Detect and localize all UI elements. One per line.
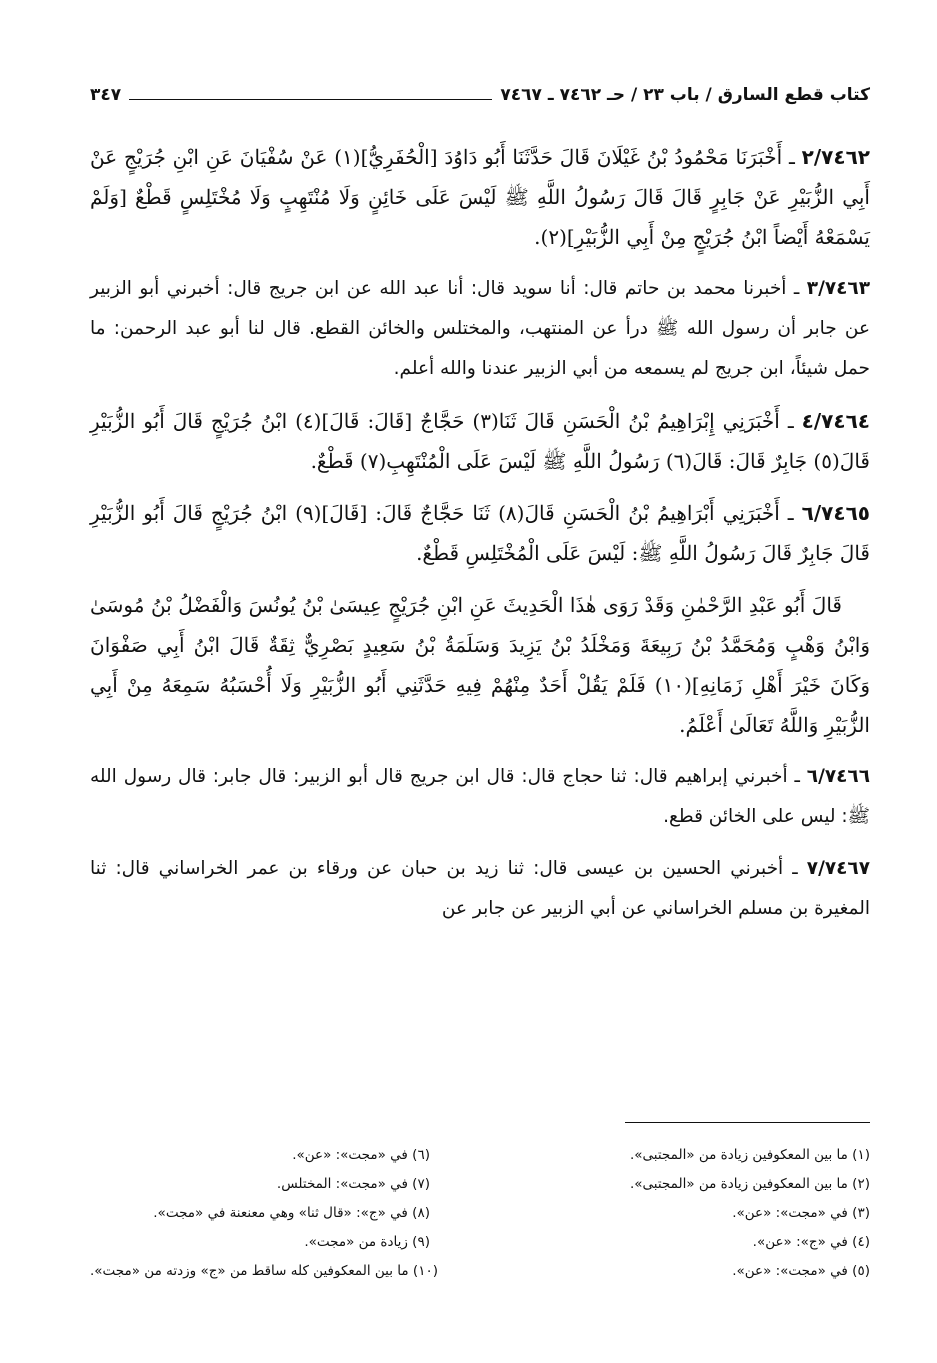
footnote-row	[90, 1140, 870, 1169]
commentary-text: قَالَ أَبُو عَبْدِ الرَّحْمٰنِ وَقَدْ رَوَى هٰذَا الْحَدِيثَ عَنِ ابْنِ جُرَيْجٍ عِيسَىٰ بْنُ يُونُسَ وَالْفَضْلُ بْنُ مُوسَىٰ وَابْنُ وَهْبٍ وَمُحَمَّدُ بْنُ رَبِيعَةَ وَمَخْلَدُ بْنُ يَزِيدَ وَسَلَمَةُ بْنُ سَعِيدٍ بَصْرِيٌّ ثِقَةٌ قَالَ ابْنُ أَبِي صَفْوَانَ وَكَانَ خَيْرَ أَهْلِ زَمَانِهِ](١٠) فَلَمْ يَقُلْ أَحَدٌ مِنْهُمْ فِيهِ حَدَّثَنِي أَبُو الزُّبَيْرِ وَلَا أُحْسَبُهُ سَمِعَهُ مِنْ أَبِي الزُّبَيْرِ وَاللَّهُ تَعَالَىٰ أَعْلَمُ.	[90, 593, 871, 737]
footnote: (١) ما بين المعكوفين زيادة من «المجتبى».	[629, 1146, 870, 1163]
commentary-paragraph	[90, 585, 870, 745]
hadith-number: ٤/٧٤٦٤	[801, 409, 871, 433]
hadith-text: ـ أخبرني إبراهيم قال: ثنا حجاج قال: قال ابن جريج قال أبو الزبير: قال جابر: قال رسول الله ﷺ: ليس على الخائن قطع.	[90, 766, 870, 827]
body-text	[90, 137, 870, 929]
footnote-row	[90, 1169, 870, 1198]
footnote: (٣) في «مجت»: «عن».	[732, 1204, 870, 1221]
footnote: (٧) في «مجت»: المختلس.	[276, 1175, 430, 1192]
hadith-7467	[90, 849, 870, 929]
hadith-7462	[90, 137, 870, 257]
hadith-7464	[90, 401, 870, 481]
hadith-number: ٣/٧٤٦٣	[806, 278, 870, 299]
hadith-text: ـ أخبرنا محمد بن حاتم قال: أنا سويد قال: أنا عبد الله عن ابن جريج قال: أخبرني أبو الزبير عن جابر أن رسول الله ﷺ درأ عن المنتهب، والمختلس والخائن القطع. قال لنا أبو عبد الرحمن: ما حمل شيئاً، ابن جريج لم يسمعه من أبي الزبير عندنا والله أعلم.	[90, 278, 870, 379]
footnotes	[90, 1140, 870, 1285]
header-rule	[129, 87, 492, 100]
page-number: ٣٤٧	[90, 85, 122, 105]
footnote: (١٠) ما بين المعكوفين كله ساقط من «ج» وزدته من «مجت».	[90, 1262, 438, 1279]
footnote: (٩) زيادة من «مجت».	[304, 1233, 430, 1250]
hadith-number: ٢/٧٤٦٢	[801, 145, 870, 169]
footnote: (٨) في «ج»: «قال ثنا» وهي معنعنة في «مجت».	[153, 1204, 430, 1221]
footnote: (٤) في «ج»: «عن».	[752, 1233, 870, 1250]
hadith-number: ٧/٧٤٦٧	[806, 858, 870, 879]
hadith-7463	[90, 269, 870, 389]
hadith-text: ـ أخبرني الحسين بن عيسى قال: ثنا زيد بن حبان عن ورقاء بن عمر الخراساني قال: ثنا المغيرة بن مسلم الخراساني عن أبي الزبير عن جابر عن	[90, 858, 870, 919]
hadith-7465	[90, 493, 870, 573]
footnote: (٢) ما بين المعكوفين زيادة من «المجتبى».	[629, 1175, 870, 1192]
running-header	[90, 85, 870, 115]
footnote: (٥) في «مجت»: «عن».	[732, 1262, 870, 1279]
footnote: (٦) في «مجت»: «عن».	[292, 1146, 430, 1163]
header-title: كتاب قطع السارق / باب ٢٣ / حـ ٧٤٦٢ ـ ٧٤٦٧	[500, 85, 870, 105]
footnote-row	[90, 1227, 870, 1256]
hadith-text: ـ أَخْبَرَنِي إِبْرَاهِيمُ بْنُ الْحَسَنِ قَالَ ثَنَا(٣) حَجَّاجٌ [قَالَ: قَالَ](٤) ابْنُ جُرَيْجٍ قَالَ أَبُو الزُّبَيْرِ قَالَ(٥) جَابِرٌ قَالَ: قَالَ(٦) رَسُولُ اللَّهِ ﷺ لَيْسَ عَلَى الْمُنْتَهِبِ(٧) قَطْعٌ.	[90, 409, 870, 473]
footnote-row	[90, 1256, 870, 1285]
footnote-divider	[625, 1122, 870, 1123]
hadith-number: ٦/٧٤٦٥	[801, 501, 870, 525]
hadith-number: ٦/٧٤٦٦	[806, 766, 870, 787]
hadith-text: ـ أَخْبَرَنِي أَبْرَاهِيمُ بْنُ الْحَسَنِ قَالَ(٨) ثَنَا حَجَّاجٌ قَالَ: [قَالَ](٩) ابْنُ جُرَيْجٍ قَالَ أَبُو الزُّبَيْرِ قَالَ جَابِرٌ قَالَ رَسُولُ اللَّهِ ﷺ: لَيْسَ عَلَى الْمُخْتَلِسِ قَطْعٌ.	[90, 501, 870, 565]
hadith-7466	[90, 757, 870, 837]
book-page	[90, 85, 870, 1335]
hadith-text: ـ أَخْبَرَنَا مَحْمُودُ بْنُ غَيْلَانَ قَالَ حَدَّثَنَا أَبُو دَاوُدَ [الْحُفَرِيُّ](١) عَنْ سُفْيَانَ عَنِ ابْنِ جُرَيْجٍ عَنْ أَبِي الزُّبَيْرِ عَنْ جَابِرٍ قَالَ قَالَ رَسُولُ اللَّهِ ﷺ لَيْسَ عَلَى خَائِنٍ وَلَا مُنْتَهِبٍ وَلَا مُخْتَلِسٍ قَطْعٌ [وَلَمْ يَسْمَعْهُ أَيْضاً ابْنُ جُرَيْجٍ مِنْ أَبِي الزُّبَيْرِ](٢).	[90, 145, 870, 249]
footnote-row	[90, 1198, 870, 1227]
